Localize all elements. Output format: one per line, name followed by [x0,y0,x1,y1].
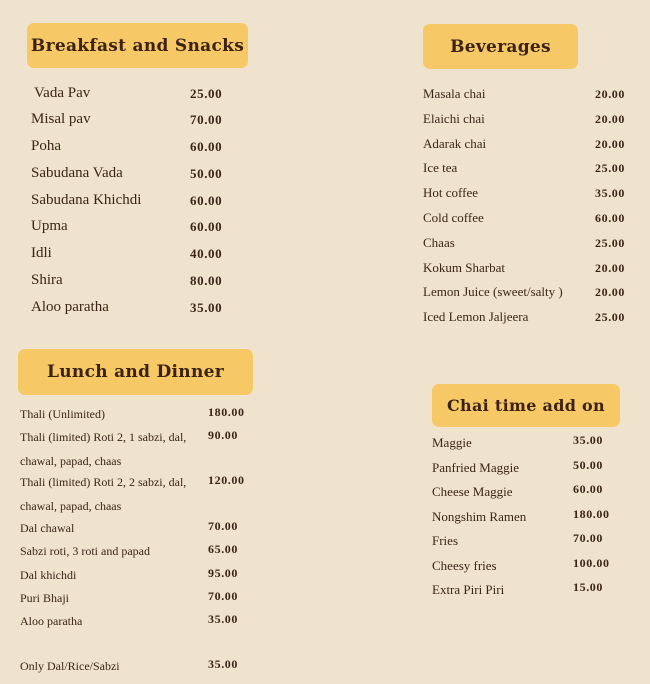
beverage-price: 20.00 [595,87,625,101]
beverage-price: 60.00 [595,211,625,225]
beverage-price: 20.00 [595,112,625,126]
chai-addon-heading: Chai time add on [432,384,620,427]
beverage-item: Iced Lemon Jaljeera [423,309,529,324]
lunch-price: 70.00 [208,519,238,533]
breakfast-heading: Breakfast and Snacks [27,23,248,68]
lunch-heading: Lunch and Dinner [18,349,253,395]
breakfast-price: 40.00 [190,246,223,261]
beverage-item: Chaas [423,235,455,250]
breakfast-item: Misal pav [31,111,91,127]
lunch-item: chawal, papad, chaas [20,499,122,513]
breakfast-item: Sabudana Vada [31,165,123,181]
lunch-item: Aloo paratha [20,614,83,628]
lunch-item: Puri Bhaji [20,591,70,605]
chai-addon-item: Fries [432,533,458,548]
lunch-item: Dal khichdi [20,568,77,582]
chai-addon-item: Cheese Maggie [432,484,513,499]
breakfast-price: 60.00 [190,193,223,208]
beverage-item: Adarak chai [423,136,487,151]
chai-addon-item: Cheesy fries [432,558,497,573]
beverage-price: 35.00 [595,186,625,200]
breakfast-price: 60.00 [190,139,223,154]
breakfast-price: 60.00 [190,219,223,234]
chai-addon-price: 70.00 [573,531,603,545]
lunch-price: 35.00 [208,657,238,671]
beverage-price: 20.00 [595,261,625,275]
lunch-price: 70.00 [208,589,238,603]
chai-addon-price: 100.00 [573,556,610,570]
lunch-item: Dal chawal [20,521,75,535]
chai-addon-price: 15.00 [573,580,603,594]
beverage-item: Ice tea [423,160,458,175]
chai-addon-price: 35.00 [573,433,603,447]
chai-addon-item: Maggie [432,435,472,450]
lunch-price: 65.00 [208,542,238,556]
lunch-item: Thali (limited) Roti 2, 2 sabzi, dal, [20,475,187,489]
beverage-item: Cold coffee [423,210,484,225]
beverage-price: 25.00 [595,236,625,250]
chai-addon-price: 50.00 [573,458,603,472]
chai-addon-item: Nongshim Ramen [432,509,527,524]
chai-addon-price: 60.00 [573,482,603,496]
breakfast-price: 25.00 [190,86,223,101]
lunch-price: 120.00 [208,473,245,487]
lunch-price: 180.00 [208,405,245,419]
chai-addon-item: Extra Piri Piri [432,582,505,597]
lunch-price: 95.00 [208,566,238,580]
breakfast-item: Shira [31,272,63,288]
lunch-price: 90.00 [208,428,238,442]
breakfast-item: Vada Pav [34,85,91,101]
chai-addon-price: 180.00 [573,507,610,521]
lunch-item: Thali (Unlimited) [20,407,105,421]
lunch-item: chawal, papad, chaas [20,454,122,468]
beverage-price: 25.00 [595,161,625,175]
breakfast-price: 80.00 [190,273,223,288]
beverage-price: 25.00 [595,310,625,324]
lunch-price: 35.00 [208,612,238,626]
breakfast-item: Poha [31,138,61,154]
lunch-item: Thali (limited) Roti 2, 1 sabzi, dal, [20,430,187,444]
breakfast-item: Sabudana Khichdi [31,192,142,208]
lunch-item: Only Dal/Rice/Sabzi [20,659,120,673]
breakfast-price: 70.00 [190,112,223,127]
beverage-price: 20.00 [595,285,625,299]
beverage-item: Elaichi chai [423,111,485,126]
breakfast-price: 35.00 [190,300,223,315]
breakfast-item: Upma [31,218,68,234]
breakfast-item: Idli [31,245,52,261]
breakfast-price: 50.00 [190,166,223,181]
lunch-item: Sabzi roti, 3 roti and papad [20,544,150,558]
beverage-item: Lemon Juice (sweet/salty ) [423,284,563,299]
beverages-heading: Beverages [423,24,578,69]
beverage-item: Kokum Sharbat [423,260,505,275]
chai-addon-item: Panfried Maggie [432,460,520,475]
beverage-item: Masala chai [423,86,486,101]
breakfast-item: Aloo paratha [31,299,109,315]
beverage-item: Hot coffee [423,185,478,200]
beverage-price: 20.00 [595,137,625,151]
